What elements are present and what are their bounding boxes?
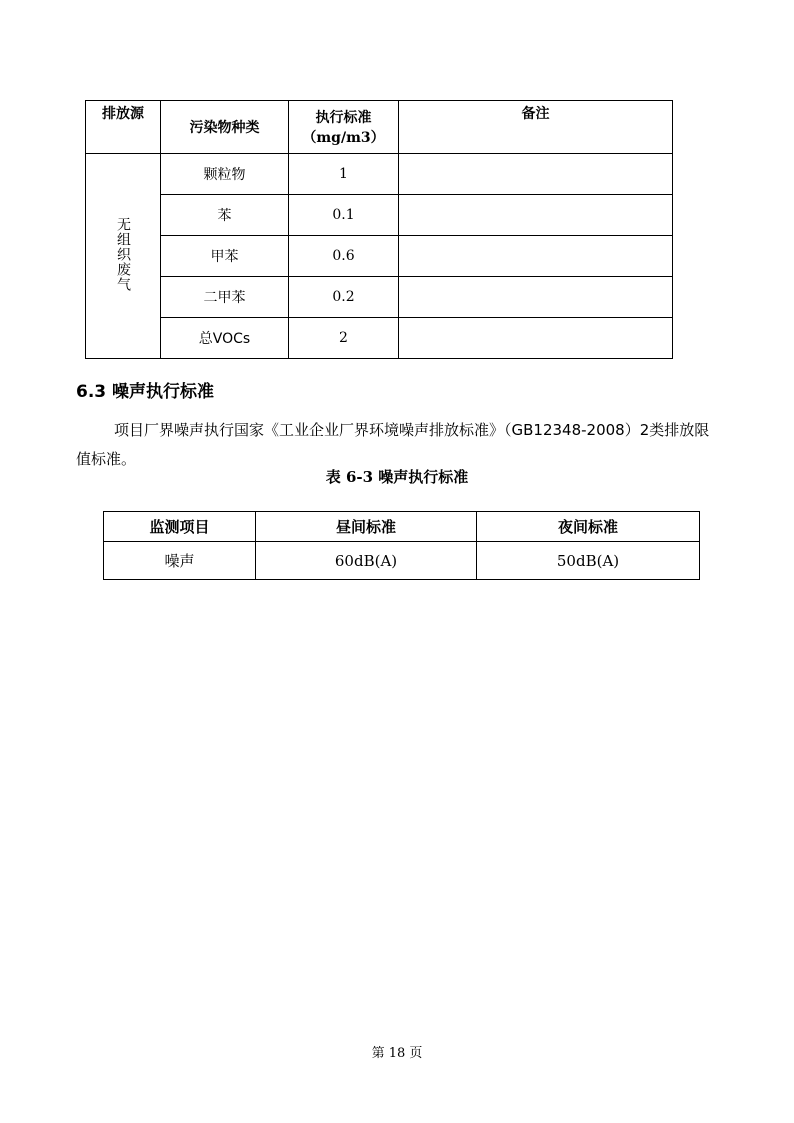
- pollutant-standard: 0.1: [289, 195, 399, 236]
- table-header-row: [86, 101, 673, 154]
- pollutant-name: 苯: [161, 195, 289, 236]
- header-night-standard: 夜间标准: [477, 512, 700, 542]
- section-paragraph: 项目厂界噪声执行国家《工业企业厂界环境噪声排放标准》（GB12348-2008）2类排放限值标准。: [76, 421, 710, 468]
- table-caption: 表 6-3 噪声执行标准: [325, 468, 469, 486]
- day-standard: 60dB(A): [256, 542, 477, 580]
- table-row: [86, 318, 673, 359]
- header-standard-label: 执行标准: [315, 110, 372, 126]
- night-standard: 50dB(A): [477, 542, 700, 580]
- table-row: [86, 277, 673, 318]
- pollutant-remark: [399, 236, 673, 277]
- pollutant-standard: 0.2: [289, 277, 399, 318]
- source-cell: [86, 154, 161, 359]
- pollutant-standard: 0.6: [289, 236, 399, 277]
- pollutant-standard: 2: [289, 318, 399, 359]
- page-number: 第 18 页: [371, 1046, 423, 1061]
- pollutant-standard: 1: [289, 154, 399, 195]
- header-day-standard: 昼间标准: [256, 512, 477, 542]
- table-row: [104, 542, 700, 580]
- table-row: [86, 195, 673, 236]
- table-row: [86, 154, 673, 195]
- table-header-row: [104, 512, 700, 542]
- pollutant-name: 总VOCs: [161, 318, 289, 359]
- section-heading: 6.3 噪声执行标准: [76, 382, 215, 402]
- pollutant-name: 二甲苯: [161, 277, 289, 318]
- monitoring-item: 噪声: [104, 542, 256, 580]
- header-monitoring-item: 监测项目: [104, 512, 256, 542]
- header-standard: [289, 101, 399, 154]
- header-pollutant-type: 污染物种类: [161, 101, 289, 154]
- pollutant-name: 甲苯: [161, 236, 289, 277]
- header-standard-unit: （mg/m3）: [302, 130, 385, 146]
- noise-standards-table: [103, 511, 700, 580]
- source-label: 无组织废气: [115, 216, 131, 292]
- header-source: 排放源: [86, 101, 161, 154]
- pollutant-remark: [399, 277, 673, 318]
- table-row: [86, 236, 673, 277]
- pollutant-remark: [399, 318, 673, 359]
- pollutant-standards-table: [85, 100, 673, 359]
- pollutant-remark: [399, 154, 673, 195]
- header-remark: 备注: [399, 101, 673, 154]
- pollutant-remark: [399, 195, 673, 236]
- pollutant-name: 颗粒物: [161, 154, 289, 195]
